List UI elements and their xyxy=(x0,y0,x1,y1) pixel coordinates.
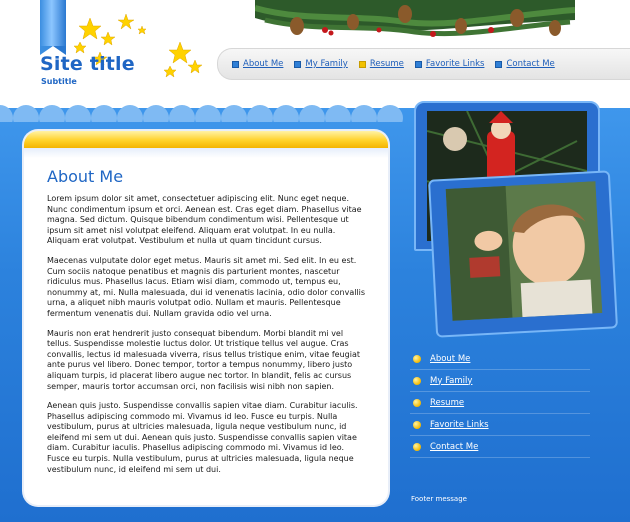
topnav-link-resume[interactable]: Resume xyxy=(369,59,404,69)
side-navigation xyxy=(410,348,590,458)
topnav-item-contact-me[interactable] xyxy=(495,59,554,69)
sidenav-link-about-me[interactable]: About Me xyxy=(430,353,471,364)
stars-decoration-icon xyxy=(60,8,210,88)
square-bullet-icon xyxy=(359,61,366,68)
round-bullet-icon xyxy=(413,377,421,385)
site-subtitle: Subtitle xyxy=(41,77,77,86)
paragraph: Maecenas vulputate dolor eget metus. Mauris sit amet mi. Sed elit. In eu est. Cum sociis natoque penatibus et magnis dis parturient montes, nascetur ridiculus mus. Phasellus lacus. Etiam wisi diam, commodo ut, tempus eu, nonummy at, mi. Nulla malesuada, dui id venenatis lacinia, odio dolor convallis urna, a aliquet nibh mauris volutpat odio. Nullam et mauris. Pellentesque fermentum venenatis dui. Nullam gravida odio vel urna. xyxy=(47,255,366,318)
panel-gold-bar xyxy=(24,131,388,148)
sidenav-item-my-family[interactable] xyxy=(410,370,590,392)
square-bullet-icon xyxy=(415,61,422,68)
round-bullet-icon xyxy=(413,443,421,451)
sidenav-link-contact-me[interactable]: Contact Me xyxy=(430,441,479,452)
round-bullet-icon xyxy=(413,355,421,363)
sidenav-item-favorite-links[interactable] xyxy=(410,414,590,436)
sidenav-link-favorite-links[interactable]: Favorite Links xyxy=(430,419,489,430)
sidenav-link-resume[interactable]: Resume xyxy=(430,397,465,408)
header xyxy=(0,0,630,108)
footer-message: Footer message xyxy=(411,495,467,503)
round-bullet-icon xyxy=(413,421,421,429)
paragraph: Aenean quis justo. Suspendisse convallis sapien vitae diam. Curabitur iaculis. Phasellus adipiscing commodo mi. Vivamus id leo. Fusce eu turpis. Nulla vestibulum, purus at ultricies malesuada, ligula neque vestibulum nunc, id eleifend mi sem ut dui. Aenean quis justo. Suspendisse convallis sapien vitae diam. Curabitur iaculis. Phasellus adipiscing commodo mi. Vivamus id leo. Fusce eu turpis. Nulla vestibulum, purus at ultricies malesuada, ligula neque vestibulum nunc, id eleifend mi sem ut dui. xyxy=(47,401,358,474)
topnav-item-favorite-links[interactable] xyxy=(415,59,485,69)
topnav-link-favorite-links[interactable]: Favorite Links xyxy=(425,59,485,69)
scallop-border xyxy=(0,100,410,122)
square-bullet-icon xyxy=(495,61,502,68)
content-panel xyxy=(24,131,388,505)
sidenav-item-resume[interactable] xyxy=(410,392,590,414)
round-bullet-icon xyxy=(413,399,421,407)
square-bullet-icon xyxy=(294,61,301,68)
topnav-item-my-family[interactable] xyxy=(294,59,347,69)
topnav-item-about-me[interactable] xyxy=(232,59,283,69)
topnav-item-resume[interactable] xyxy=(359,59,404,69)
panel-fade xyxy=(24,148,388,158)
pine-garland-icon xyxy=(255,0,575,44)
topnav-link-about-me[interactable]: About Me xyxy=(243,59,284,69)
paragraph: Lorem ipsum dolor sit amet, consectetuer adipiscing elit. Nunc eget neque. Nunc condimentum ipsum et orci. Aenean est. Cras eget diam. Phasellus vitae magna. Sed dictum. Quisque bibendum condimentum wisi. Pellentesque ut ipsum sit amet nisl volutpat eleifend. Aliquam erat volutpat. In eu nulla. Aliquam erat volutpat. Vestibulum et nulla ut quam tincidunt cursus. xyxy=(47,194,362,246)
site-title[interactable]: Site title xyxy=(40,53,135,75)
sidenav-item-contact-me[interactable] xyxy=(410,436,590,458)
square-bullet-icon xyxy=(232,61,239,68)
page-title: About Me xyxy=(47,167,124,186)
paragraph: Mauris non erat hendrerit justo consequat bibendum. Morbi blandit mi vel tellus. Suspendisse molestie luctus dolor. Ut tristique tellus vel augue. Cras convallis, lectus id malesuada viverra, risus tellus tristique enim, vitae feugiat ante purus vel libero. Donec tempor, tortor a tempus nonummy, libero justo aliquam turpis, id placerat libero augue nec tortor. In blandit, felis ac cursus semper, mauris tortor accumsan orci, non facilisis wisi nibh non sapien. xyxy=(47,328,361,391)
sidenav-link-my-family[interactable]: My Family xyxy=(430,375,473,386)
main-content xyxy=(47,167,367,484)
topnav-link-contact-me[interactable]: Contact Me xyxy=(506,59,555,69)
child-photo xyxy=(446,181,603,321)
top-navigation xyxy=(217,48,630,80)
topnav-link-my-family[interactable]: My Family xyxy=(305,59,348,69)
sidenav-item-about-me[interactable] xyxy=(410,348,590,370)
